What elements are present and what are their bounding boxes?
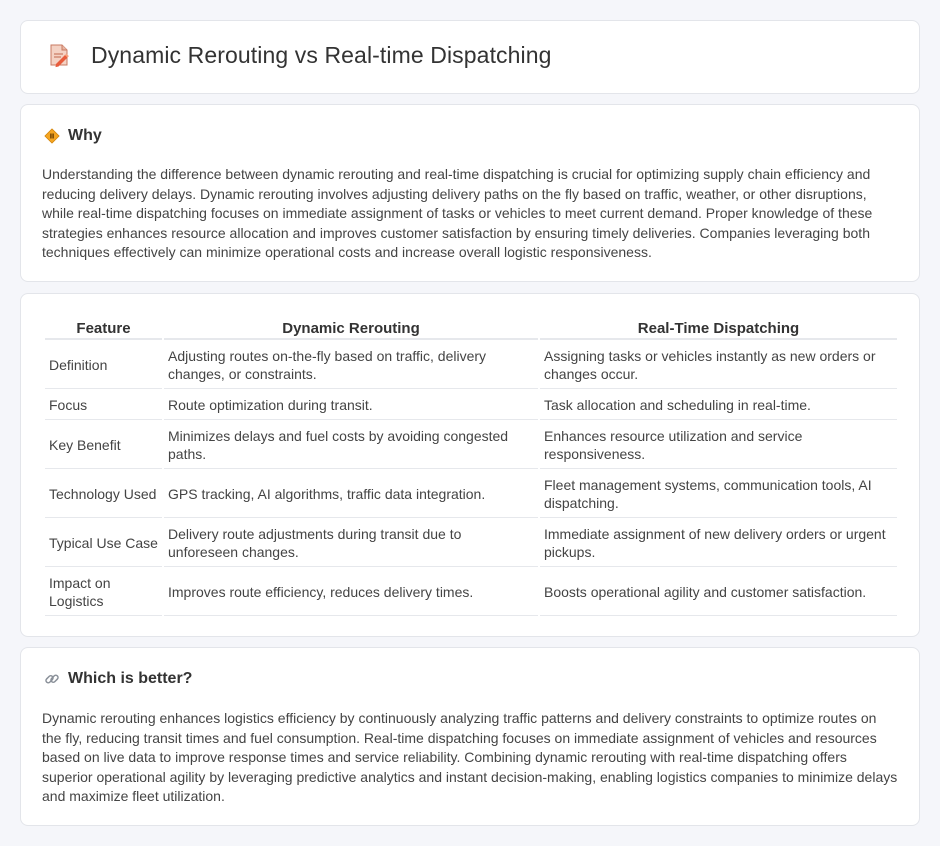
feature-cell: Technology Used	[45, 471, 162, 518]
dynamic-rerouting-cell: Adjusting routes on-the-fly based on traffic, delivery changes, or constraints.	[164, 342, 538, 389]
why-heading	[43, 127, 102, 145]
real-time-dispatching-cell: Fleet management systems, communication tools, AI dispatching.	[540, 471, 897, 518]
column-header-real-time-dispatching: Real-Time Dispatching	[540, 318, 897, 340]
real-time-dispatching-cell: Enhances resource utilization and service responsiveness.	[540, 422, 897, 469]
real-time-dispatching-cell: Task allocation and scheduling in real-time.	[540, 391, 897, 420]
which-is-better-paragraph: Dynamic rerouting enhances logistics efficiency by continuously analyzing traffic patterns and delivery constraints to optimize routes on the fly, reducing transit times and fuel consumption. Real-time dispatching focuses on immediate assignment of vehicles and resources based on live data to improve response times and service reliability. Combining dynamic rerouting with real-time dispatching offers superior operational agility by leveraging predictive analytics and instant decision-making, enabling logistics companies to minimize delays and maximize fleet utilization.	[42, 710, 898, 805]
dynamic-rerouting-cell: Improves route efficiency, reduces delivery times.	[164, 569, 538, 616]
real-time-dispatching-cell: Immediate assignment of new delivery orders or urgent pickups.	[540, 520, 897, 567]
why-card	[20, 104, 920, 282]
column-header-feature: Feature	[45, 318, 162, 340]
why-paragraph: Understanding the difference between dynamic rerouting and real-time dispatching is crucial for optimizing supply chain efficiency and reducing delivery delays. Dynamic rerouting involves adjusting delivery paths on the fly based on traffic, weather, or other disruptions, while real-time dispatching focuses on immediate assignment of tasks or vehicles to meet current demand. Proper knowledge of these strategies enhances resource allocation and improves customer satisfaction by ensuring timely deliveries. Companies leveraging both techniques effectively can minimize operational costs and increase overall logistic responsiveness.	[42, 166, 873, 261]
table-row	[45, 471, 897, 518]
dynamic-rerouting-cell: GPS tracking, AI algorithms, traffic data integration.	[164, 471, 538, 518]
header-card	[20, 20, 920, 94]
table-row	[45, 520, 897, 567]
comparison-table	[43, 316, 899, 618]
which-is-better-card	[20, 647, 920, 826]
page-title: Dynamic Rerouting vs Real-time Dispatching	[91, 41, 552, 68]
comparison-card	[20, 293, 920, 637]
table-row	[45, 422, 897, 469]
feature-cell: Key Benefit	[45, 422, 162, 469]
feature-cell: Focus	[45, 391, 162, 420]
why-title: Why	[68, 127, 102, 144]
real-time-dispatching-cell: Assigning tasks or vehicles instantly as new orders or changes occur.	[540, 342, 897, 389]
table-row	[45, 391, 897, 420]
table-header-row	[45, 318, 897, 340]
which-is-better-title: Which is better?	[68, 670, 193, 687]
table-row	[45, 342, 897, 389]
dynamic-rerouting-cell: Minimizes delays and fuel costs by avoiding congested paths.	[164, 422, 538, 469]
table-row	[45, 569, 897, 616]
which-is-better-heading	[43, 670, 192, 688]
feature-cell: Impact on Logistics	[45, 569, 162, 616]
link-icon	[43, 670, 61, 688]
feature-cell: Typical Use Case	[45, 520, 162, 567]
title-row	[45, 41, 552, 69]
warning-sign-icon	[43, 127, 61, 145]
real-time-dispatching-cell: Boosts operational agility and customer satisfaction.	[540, 569, 897, 616]
document-pencil-icon	[45, 41, 73, 69]
dynamic-rerouting-cell: Delivery route adjustments during transit due to unforeseen changes.	[164, 520, 538, 567]
column-header-dynamic-rerouting: Dynamic Rerouting	[164, 318, 538, 340]
dynamic-rerouting-cell: Route optimization during transit.	[164, 391, 538, 420]
feature-cell: Definition	[45, 342, 162, 389]
